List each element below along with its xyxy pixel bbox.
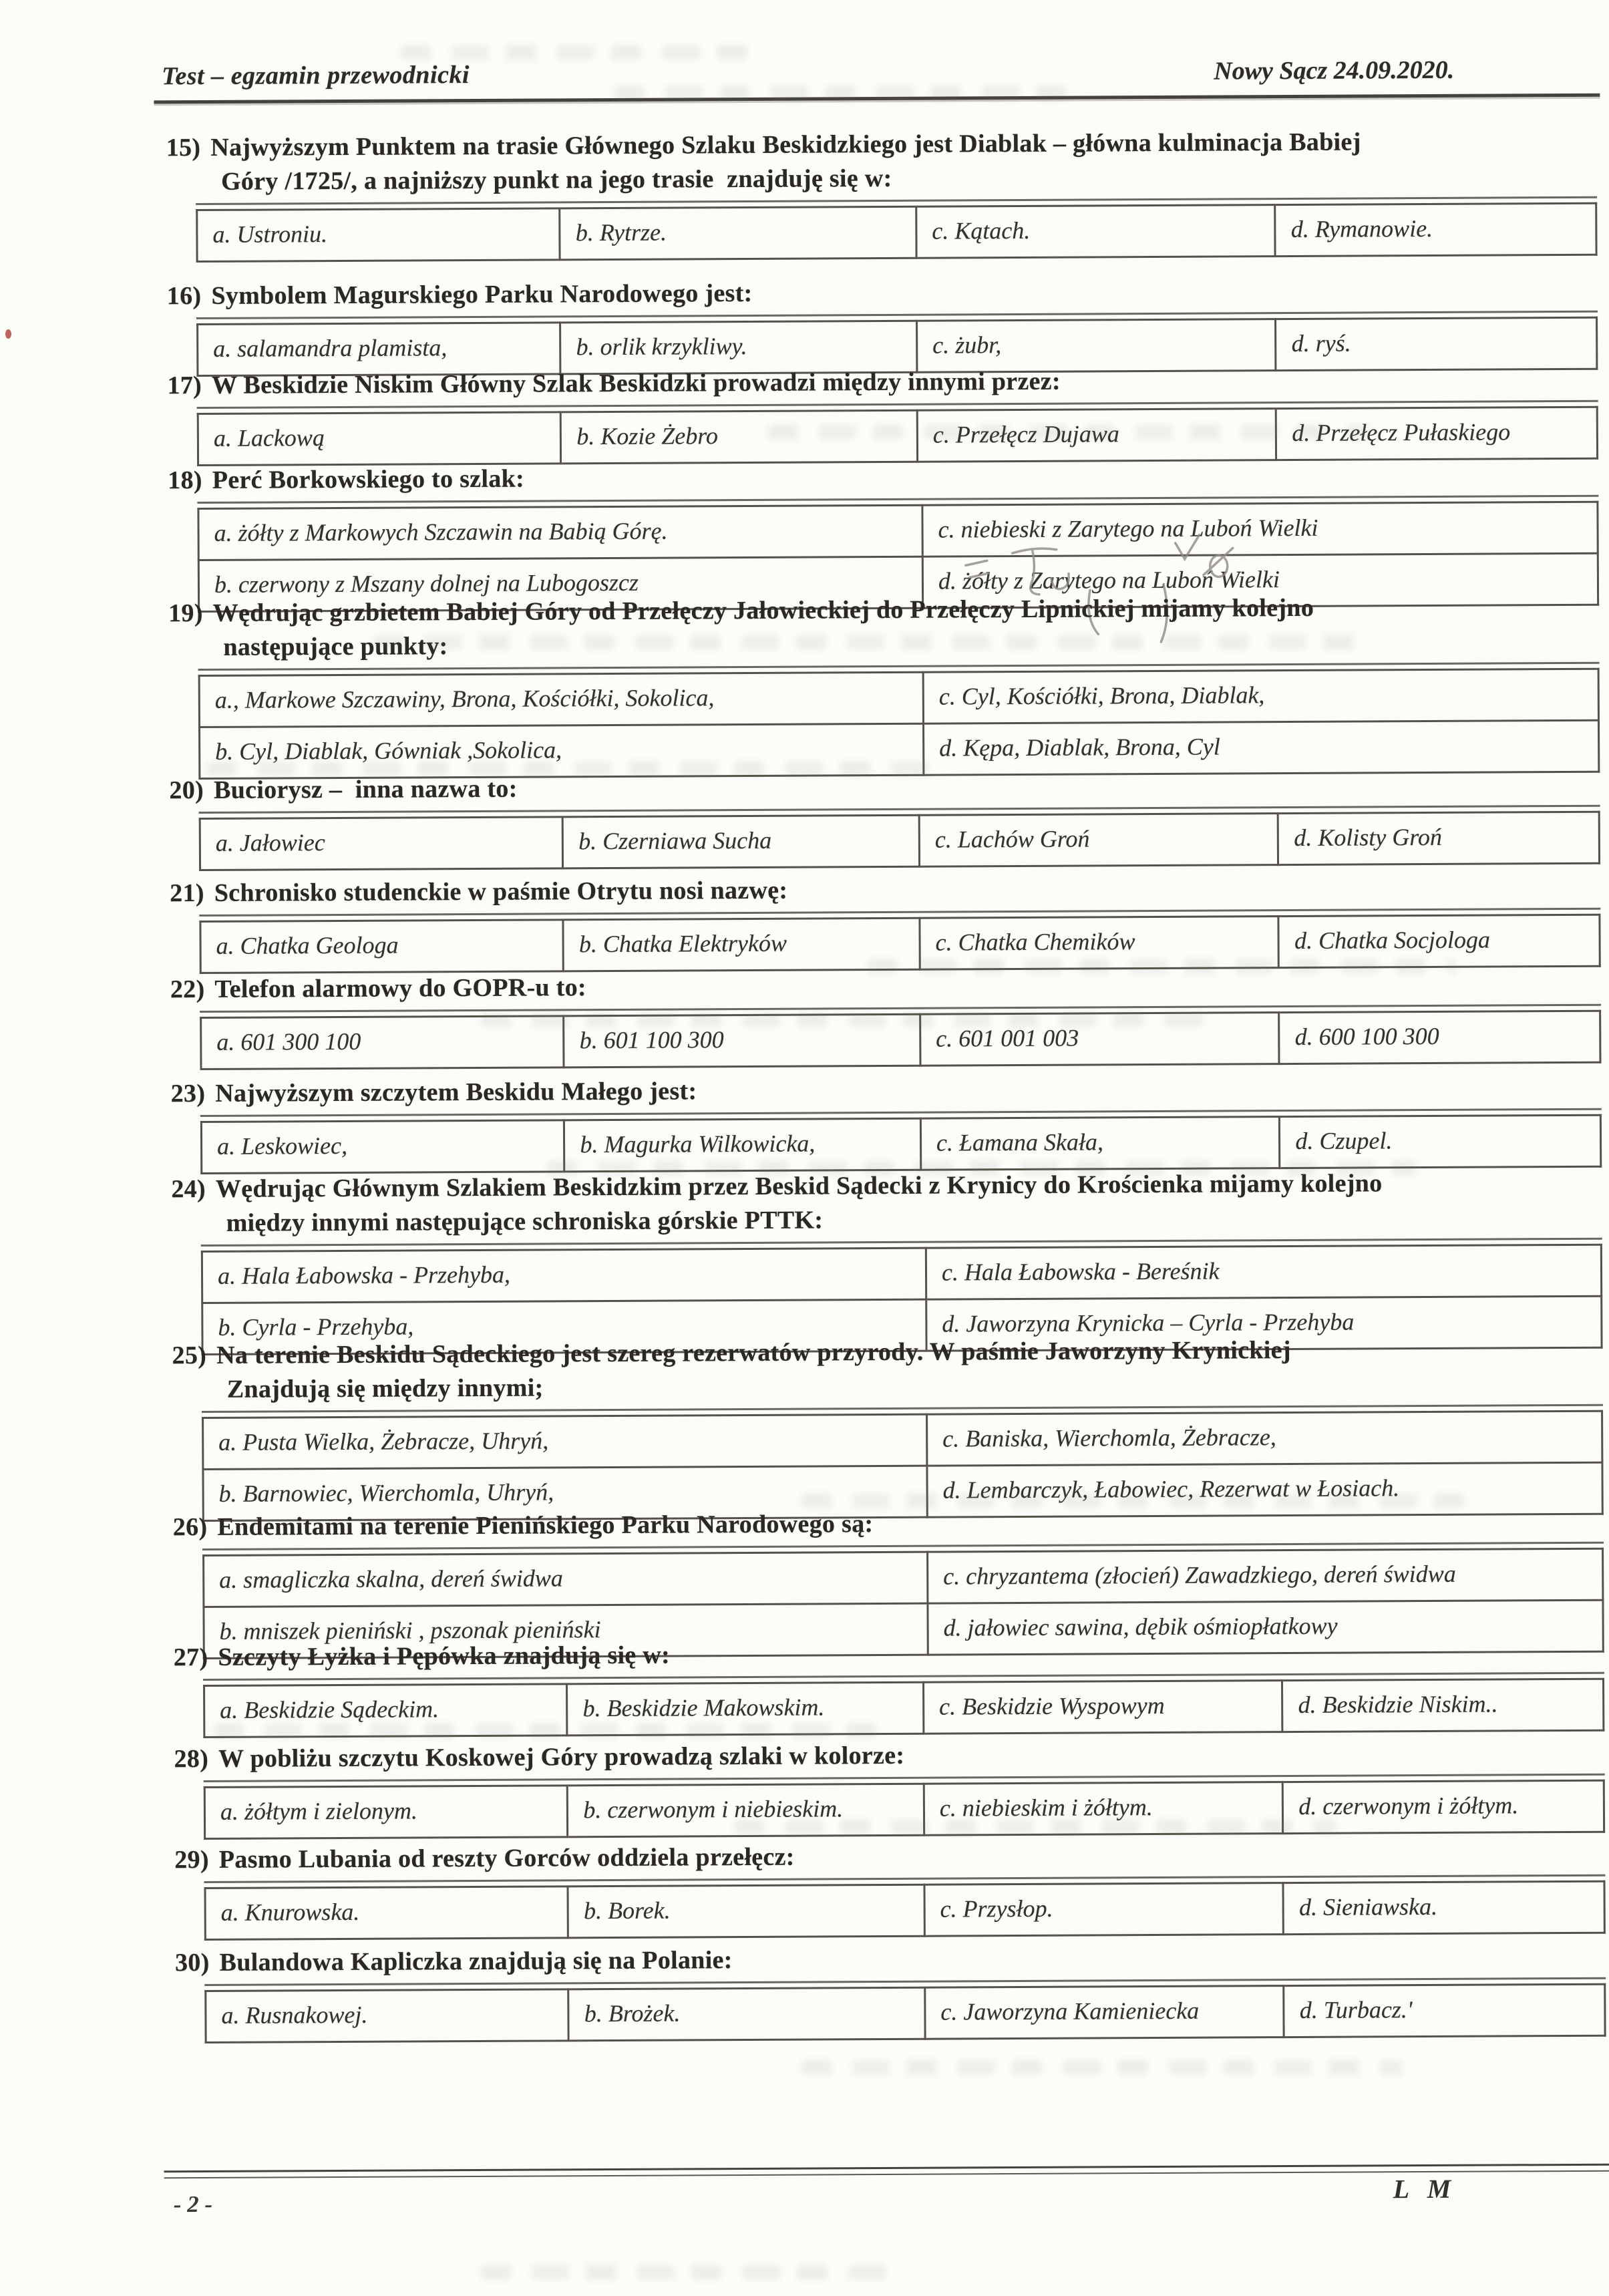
answer-d: d. Kolisty Groń: [1278, 812, 1600, 864]
answer-d: d. Jaworzyna Krynicka – Cyrla - Przehyba: [926, 1296, 1602, 1351]
question-heading: [167, 362, 1600, 403]
answer-d: d. Chatka Socjologa: [1278, 915, 1600, 967]
page-number: - 2 -: [173, 2190, 213, 2218]
answer-a: a. Beskidzie Sądeckim.: [204, 1684, 568, 1738]
question-number: 25): [172, 1341, 207, 1370]
answer-a: a. żółty z Markowych Szczawin na Babią Górę.: [198, 505, 922, 560]
answer-a: a. Hala Łabowska - Przehyba,: [202, 1248, 926, 1303]
answer-d: d. ryś.: [1276, 317, 1597, 370]
answer-c: c. Kątach.: [916, 205, 1276, 259]
question-19: [163, 590, 1602, 780]
question-heading: [170, 870, 1603, 911]
question-number: 27): [173, 1643, 208, 1672]
question-heading: [171, 1166, 1604, 1241]
question-heading: [174, 1736, 1607, 1776]
question-number: 26): [172, 1512, 208, 1542]
question-heading: [172, 1332, 1605, 1407]
answers-table: [199, 811, 1600, 871]
answer-b: b. Barnowiec, Wierchomla, Uhryń,: [203, 1466, 927, 1520]
question-17: [162, 362, 1601, 467]
question-text: Szczyty Łyżka i Pępówka znajdują się w:: [218, 1641, 671, 1671]
question-heading: [169, 767, 1602, 808]
question-text: Najwyższym szczytem Beskidu Małego jest:: [215, 1077, 697, 1108]
question-text: Telefon alarmowy do GOPR-u to:: [214, 973, 587, 1003]
answer-a: a. Chatka Geologa: [200, 920, 564, 973]
question-number: 15): [166, 133, 201, 162]
author-initials: L M: [1393, 2173, 1457, 2204]
answer-c: c. Łamana Skała,: [920, 1117, 1280, 1170]
answer-d: d. żółty z Zarytego na Luboń Wielki: [922, 553, 1598, 608]
answer-a: a. żółtym i zielonym.: [204, 1786, 568, 1839]
question-text: Endemitami na terenie Pienińskiego Parku Narodowego są:: [217, 1510, 874, 1541]
answer-c: c. Przysłop.: [924, 1883, 1284, 1937]
answer-d: d. 600 100 300: [1279, 1011, 1600, 1063]
answers-table: [204, 1983, 1606, 2043]
question-text: Pasmo Lubania od reszty Gorców oddziela przełęcz:: [218, 1842, 795, 1874]
answer-b: b. Czerniawa Sucha: [563, 815, 920, 868]
question-number: 30): [174, 1948, 210, 1977]
question-text: Bulandowa Kapliczka znajdują się na Polanie:: [219, 1946, 733, 1977]
question-heading: [168, 590, 1602, 665]
question-22: [165, 966, 1604, 1071]
answer-b: b. Magurka Wilkowicka,: [564, 1118, 921, 1172]
answer-c: c. Jaworzyna Kamieniecka: [925, 1986, 1284, 2039]
answer-a: a. Ustroniu.: [197, 208, 560, 262]
question-text: Na terenie Beskidu Sądeckiego jest szereg rezerwatów przyrody. W paśmie Jaworzyny Krynickiej Znajdują się między innymi;: [216, 1336, 1291, 1404]
answer-b: b. Kozie Żebro: [561, 410, 918, 464]
question-heading: [166, 124, 1600, 199]
answers-table: [204, 1780, 1605, 1840]
question-text: Symbolem Magurskiego Parku Narodowego jest:: [211, 279, 753, 310]
answers-table: [200, 1114, 1602, 1174]
question-29: [169, 1836, 1608, 1941]
question-24: [166, 1166, 1605, 1356]
question-heading: [171, 1070, 1604, 1111]
question-heading: [174, 1836, 1608, 1877]
answer-b: b. Beskidzie Makowskim.: [567, 1682, 924, 1736]
question-16: [162, 273, 1601, 377]
document-title: Test – egzamin przewodnicki: [162, 61, 470, 91]
answer-b: b. Chatka Elektryków: [563, 918, 920, 971]
answer-c: c. Cyl, Kościółki, Brona, Diablak,: [923, 669, 1598, 723]
answer-b: b. Cyrla - Przehyba,: [202, 1299, 926, 1354]
question-number: 16): [166, 281, 202, 311]
answer-a: a. Jałowiec: [200, 817, 563, 870]
question-heading: [173, 1504, 1606, 1544]
question-18: [162, 457, 1602, 613]
question-25: [166, 1332, 1606, 1522]
question-number: 20): [169, 776, 204, 805]
answer-b: b. 601 100 300: [564, 1014, 920, 1068]
answers-table: [199, 914, 1600, 974]
question-30: [170, 1939, 1609, 2044]
answer-d: d. Przełęcz Pułaskiego: [1276, 407, 1598, 460]
answer-a: a. Knurowska.: [205, 1887, 568, 1940]
answer-b: b. czerwony z Mszany dolnej na Lubogoszcz: [198, 556, 922, 611]
answer-a: a. Lackową: [198, 412, 561, 466]
answer-b: b. orlik krzykliwy.: [560, 321, 917, 374]
question-23: [166, 1070, 1605, 1175]
answer-a: a. Rusnakowej.: [206, 1989, 569, 2043]
question-heading: [167, 273, 1600, 313]
answer-c: c. Przełęcz Dujawa: [917, 409, 1276, 462]
question-text: Wędrując Głównym Szlakiem Beskidzkim przez Beskid Sądecki z Krynicy do Krościenka mijamy kolejno między innymi następujące schroniska górskie PTTK:: [215, 1169, 1383, 1237]
answer-a: a. smagliczka skalna, dereń świdwa: [204, 1552, 928, 1607]
question-text: W Beskidzie Niskim Główny Szlak Beskidzki prowadzi między innymi przez:: [211, 367, 1061, 399]
question-15: [161, 124, 1600, 263]
document-place-date: Nowy Sącz 24.09.2020.: [1214, 55, 1455, 86]
answer-d: d. Czupel.: [1280, 1115, 1601, 1168]
answer-a: a. Pusta Wielka, Żebracze, Uhryń,: [203, 1414, 927, 1469]
question-number: 22): [170, 975, 205, 1004]
answer-d: d. Turbacz.': [1284, 1984, 1605, 2037]
question-heading: [174, 1634, 1607, 1675]
answer-d: d. Kępa, Diablak, Brona, Cyl: [923, 720, 1598, 775]
question-number: 29): [174, 1845, 209, 1874]
question-text: Wędrując grzbietem Babiej Góry od Przełęczy Jałowieckiej do Przełęczy Lipnickiej mijamy kolejno następujące punkty:: [212, 593, 1314, 661]
answer-b: b. czerwonym i niebieskim.: [568, 1784, 924, 1837]
answer-c: c. 601 001 003: [920, 1013, 1280, 1066]
answer-c: c. niebieski z Zarytego na Luboń Wielki: [922, 502, 1598, 556]
question-number: 17): [167, 371, 202, 400]
answer-c: c. Baniska, Wierchomla, Żebracze,: [927, 1411, 1602, 1466]
answer-a: a. Leskowiec,: [201, 1120, 564, 1174]
answers-table: [196, 202, 1597, 263]
question-28: [168, 1736, 1608, 1840]
answer-d: d. jałowiec sawina, dębik ośmiopłatkowy: [928, 1600, 1603, 1655]
answer-a: a. 601 300 100: [201, 1016, 564, 1070]
question-number: 24): [171, 1174, 206, 1204]
answer-c: c. Hala Łabowska - Bereśnik: [926, 1245, 1601, 1299]
question-number: 18): [168, 466, 202, 495]
answer-d: d. Rymanowie.: [1275, 203, 1596, 256]
answers-table: [203, 1678, 1604, 1738]
answers-table: [200, 1010, 1601, 1070]
question-text: Schronisko studenckie w paśmie Otrytu nosi nazwę:: [214, 876, 788, 907]
answer-b: b. Brożek.: [568, 1987, 925, 2041]
footer-rule: [164, 2164, 1609, 2179]
ink-speck: [5, 329, 11, 339]
answer-b: b. Cyl, Diablak, Gówniak ,Sokolica,: [200, 723, 924, 778]
question-text: W pobliżu szczytu Koskowej Góry prowadzą szlaki w kolorze:: [218, 1741, 905, 1773]
answer-b: b. Borek.: [568, 1884, 924, 1938]
answers-table: [198, 668, 1600, 780]
question-text: Najwyższym Punktem na trasie Głównego Szlaku Beskidzkiego jest Diablak – główna kulminacja Babiej Góry /1725/, a najniższy punkt na jego trasie znajduję się w:: [210, 128, 1361, 196]
answer-a: a., Markowe Szczawiny, Brona, Kościółki, Sokolica,: [199, 672, 923, 727]
question-text: Buciorysz – inna nazwa to:: [213, 774, 518, 804]
answer-c: c. chryzantema (złocień) Zawadzkiego, dereń świdwa: [928, 1548, 1603, 1603]
question-27: [168, 1634, 1608, 1739]
answers-table: [204, 1880, 1605, 1941]
question-heading: [168, 457, 1601, 498]
answer-b: b. Rytrze.: [560, 206, 916, 260]
answer-d: d. Lembarczyk, Łabowiec, Rezerwat w Łosiach.: [927, 1462, 1602, 1517]
question-number: 28): [174, 1744, 209, 1774]
answer-c: c. Lachów Groń: [919, 814, 1278, 867]
question-text: Perć Borkowskiego to szlak:: [212, 464, 525, 494]
question-heading: [170, 966, 1604, 1007]
answer-d: d. Beskidzie Niskim..: [1282, 1679, 1604, 1732]
answer-c: c. niebieskim i żółtym.: [924, 1782, 1283, 1836]
answer-c: c. Beskidzie Wyspowym: [923, 1681, 1282, 1734]
question-heading: [175, 1939, 1608, 1980]
question-21: [164, 870, 1604, 975]
answer-d: d. Sieniawska.: [1283, 1881, 1604, 1934]
answer-b: b. mniszek pieniński , pszonak pieniński: [204, 1603, 928, 1658]
question-20: [164, 767, 1603, 872]
question-number: 19): [168, 599, 203, 628]
question-number: 23): [170, 1079, 206, 1108]
answer-d: d. czerwonym i żółtym.: [1283, 1780, 1604, 1833]
question-number: 21): [170, 878, 204, 908]
answer-c: c. żubr,: [916, 319, 1276, 373]
answer-c: c. Chatka Chemików: [920, 917, 1279, 970]
answer-a: a. salamandra plamista,: [198, 323, 561, 376]
header-rule: [154, 94, 1600, 104]
